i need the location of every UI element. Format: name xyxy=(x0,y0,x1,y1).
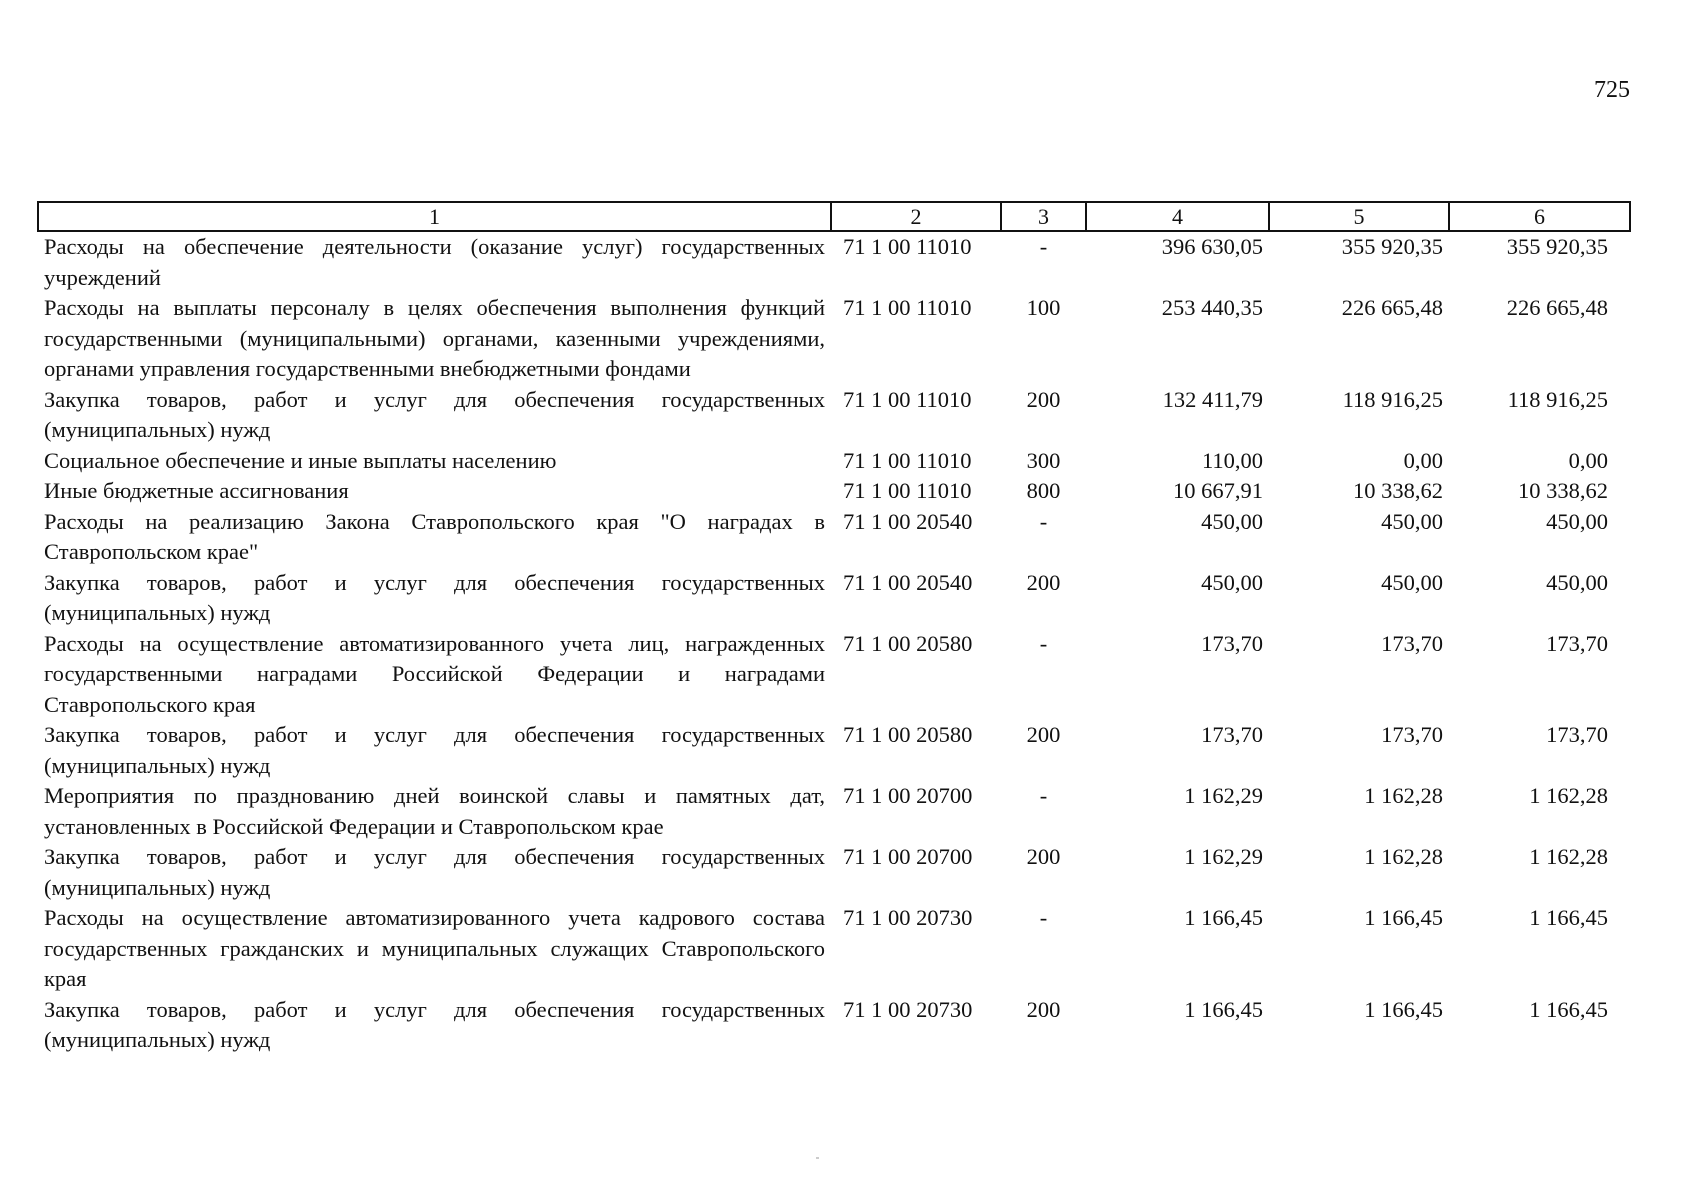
amount-col6-cell: 118 916,25 xyxy=(1507,386,1608,412)
expense-type-cell: 300 xyxy=(1026,447,1061,473)
amount-col4-cell: 110,00 xyxy=(1201,447,1263,473)
amount-col4-cell: 1 166,45 xyxy=(1184,996,1263,1022)
amount-col6-cell: 226 665,48 xyxy=(1506,295,1608,320)
header-row xyxy=(38,202,1630,231)
amount-col6-cell: 1 166,45 xyxy=(1529,905,1608,930)
table-row xyxy=(38,507,1630,568)
amount-col4-cell: 1 162,29 xyxy=(1184,783,1263,808)
table-row xyxy=(38,446,1630,477)
expense-type-cell: 200 xyxy=(1026,722,1061,747)
expense-name-cell: Социальное обеспечение и иные выплаты населению xyxy=(44,447,557,473)
target-code-cell: 71 1 00 11010 xyxy=(843,386,972,412)
target-code-cell: 71 1 00 20540 xyxy=(843,569,973,595)
expense-name-cell: Закупка товаров, работ и услуг для обеспечения государственных (муниципальных) нужд xyxy=(44,996,825,1052)
amount-col5-cell: 0,00 xyxy=(1403,447,1443,473)
target-code-cell: 71 1 00 20730 xyxy=(843,996,973,1022)
target-code-cell: 71 1 00 20540 xyxy=(843,508,973,534)
amount-col5-cell: 118 916,25 xyxy=(1342,386,1443,412)
scan-speck xyxy=(816,1157,819,1159)
expense-name-cell: Расходы на обеспечение деятельности (оказание услуг) государственных учреждений xyxy=(44,234,825,290)
column-header-6: 6 xyxy=(1449,202,1630,231)
expense-name-cell: Закупка товаров, работ и услуг для обеспечения государственных (муниципальных) нужд xyxy=(44,844,825,900)
target-code-cell: 71 1 00 11010 xyxy=(843,295,972,320)
amount-col4-cell: 1 166,45 xyxy=(1184,905,1263,930)
amount-col6-cell: 173,70 xyxy=(1546,630,1608,656)
column-header-3: 3 xyxy=(1001,202,1086,231)
table-row xyxy=(38,781,1630,842)
expense-type-cell: 200 xyxy=(1026,996,1061,1022)
amount-col5-cell: 10 338,62 xyxy=(1353,478,1443,503)
expense-type-cell: 100 xyxy=(1026,295,1061,320)
table-row xyxy=(38,995,1630,1056)
expense-name-cell: Мероприятия по празднованию дней воинской славы и памятных дат, установленных в Российской Федерации и Ставропольском крае xyxy=(44,783,825,839)
amount-col6-cell: 450,00 xyxy=(1546,508,1608,534)
table-row xyxy=(38,293,1630,385)
table-body xyxy=(38,231,1630,1056)
expense-type-cell: 800 xyxy=(1026,478,1061,503)
amount-col6-cell: 173,70 xyxy=(1546,722,1608,747)
amount-col5-cell: 1 162,28 xyxy=(1364,783,1443,808)
table-row xyxy=(38,476,1630,507)
target-code-cell: 71 1 00 20580 xyxy=(843,630,973,656)
amount-col5-cell: 173,70 xyxy=(1381,722,1443,747)
amount-col4-cell: 450,00 xyxy=(1201,508,1263,534)
table-row xyxy=(38,842,1630,903)
expense-name-cell: Расходы на осуществление автоматизированного учета лиц, награжденных государственными наградами Российской Федерации и наградами Ставропольского края xyxy=(44,630,825,717)
expense-name-cell: Иные бюджетные ассигнования xyxy=(44,478,349,503)
table-header xyxy=(38,202,1630,231)
amount-col5-cell: 1 166,45 xyxy=(1364,996,1443,1022)
amount-col6-cell: 1 162,28 xyxy=(1529,783,1608,808)
table-row xyxy=(38,231,1630,293)
expense-type-cell: - xyxy=(1039,905,1048,930)
amount-col5-cell: 450,00 xyxy=(1381,508,1443,534)
expense-type-cell: - xyxy=(1039,630,1048,656)
expense-name-cell: Закупка товаров, работ и услуг для обеспечения государственных (муниципальных) нужд xyxy=(44,569,825,625)
expense-name-cell: Расходы на осуществление автоматизированного учета кадрового состава государственных гражданских и муниципальных служащих Ставропольского края xyxy=(44,905,825,991)
expense-type-cell: - xyxy=(1039,508,1048,534)
expense-name-cell: Расходы на реализацию Закона Ставропольского края "О наградах в Ставропольском крае" xyxy=(44,508,825,564)
amount-col5-cell: 1 166,45 xyxy=(1364,905,1443,930)
target-code-cell: 71 1 00 20700 xyxy=(843,783,973,808)
target-code-cell: 71 1 00 11010 xyxy=(843,478,972,503)
expense-type-cell: - xyxy=(1039,783,1048,808)
amount-col4-cell: 173,70 xyxy=(1201,630,1263,656)
column-header-1: 1 xyxy=(38,202,831,231)
expense-type-cell: 200 xyxy=(1026,386,1061,412)
amount-col4-cell: 10 667,91 xyxy=(1173,478,1263,503)
column-header-5: 5 xyxy=(1269,202,1449,231)
target-code-cell: 71 1 00 11010 xyxy=(843,447,972,473)
amount-col6-cell: 355 920,35 xyxy=(1506,234,1608,259)
target-code-cell: 71 1 00 20730 xyxy=(843,905,973,930)
amount-col4-cell: 173,70 xyxy=(1201,722,1263,747)
amount-col4-cell: 1 162,29 xyxy=(1184,844,1263,869)
expense-type-cell: 200 xyxy=(1026,844,1061,869)
amount-col6-cell: 0,00 xyxy=(1568,447,1608,473)
table-row xyxy=(38,720,1630,781)
target-code-cell: 71 1 00 20580 xyxy=(843,722,973,747)
column-header-2: 2 xyxy=(831,202,1001,231)
table-row xyxy=(38,629,1630,721)
target-code-cell: 71 1 00 20700 xyxy=(843,844,973,869)
amount-col4-cell: 253 440,35 xyxy=(1161,295,1263,320)
amount-col6-cell: 1 162,28 xyxy=(1529,844,1608,869)
amount-col6-cell: 10 338,62 xyxy=(1518,478,1608,503)
expense-name-cell: Закупка товаров, работ и услуг для обеспечения государственных (муниципальных) нужд xyxy=(44,722,825,778)
table-row xyxy=(38,568,1630,629)
amount-col5-cell: 1 162,28 xyxy=(1364,844,1443,869)
amount-col5-cell: 355 920,35 xyxy=(1341,234,1443,259)
budget-table xyxy=(37,201,1631,1056)
table-row xyxy=(38,385,1630,446)
expense-type-cell: - xyxy=(1039,234,1048,259)
target-code-cell: 71 1 00 11010 xyxy=(843,234,972,259)
amount-col4-cell: 132 411,79 xyxy=(1162,386,1263,412)
amount-col5-cell: 450,00 xyxy=(1381,569,1443,595)
amount-col5-cell: 226 665,48 xyxy=(1341,295,1443,320)
amount-col4-cell: 396 630,05 xyxy=(1161,234,1263,259)
amount-col6-cell: 450,00 xyxy=(1546,569,1608,595)
expense-name-cell: Закупка товаров, работ и услуг для обеспечения государственных (муниципальных) нужд xyxy=(44,386,825,442)
page-number: 725 xyxy=(1594,77,1630,103)
table-row xyxy=(38,903,1630,995)
amount-col5-cell: 173,70 xyxy=(1381,630,1443,656)
expense-type-cell: 200 xyxy=(1026,569,1061,595)
amount-col6-cell: 1 166,45 xyxy=(1529,996,1608,1022)
expense-name-cell: Расходы на выплаты персоналу в целях обеспечения выполнения функций государственными (муниципальными) органами, казенными учреждениями, органами управления государственными внебюджетными фондами xyxy=(44,295,825,381)
amount-col4-cell: 450,00 xyxy=(1201,569,1263,595)
column-header-4: 4 xyxy=(1086,202,1269,231)
